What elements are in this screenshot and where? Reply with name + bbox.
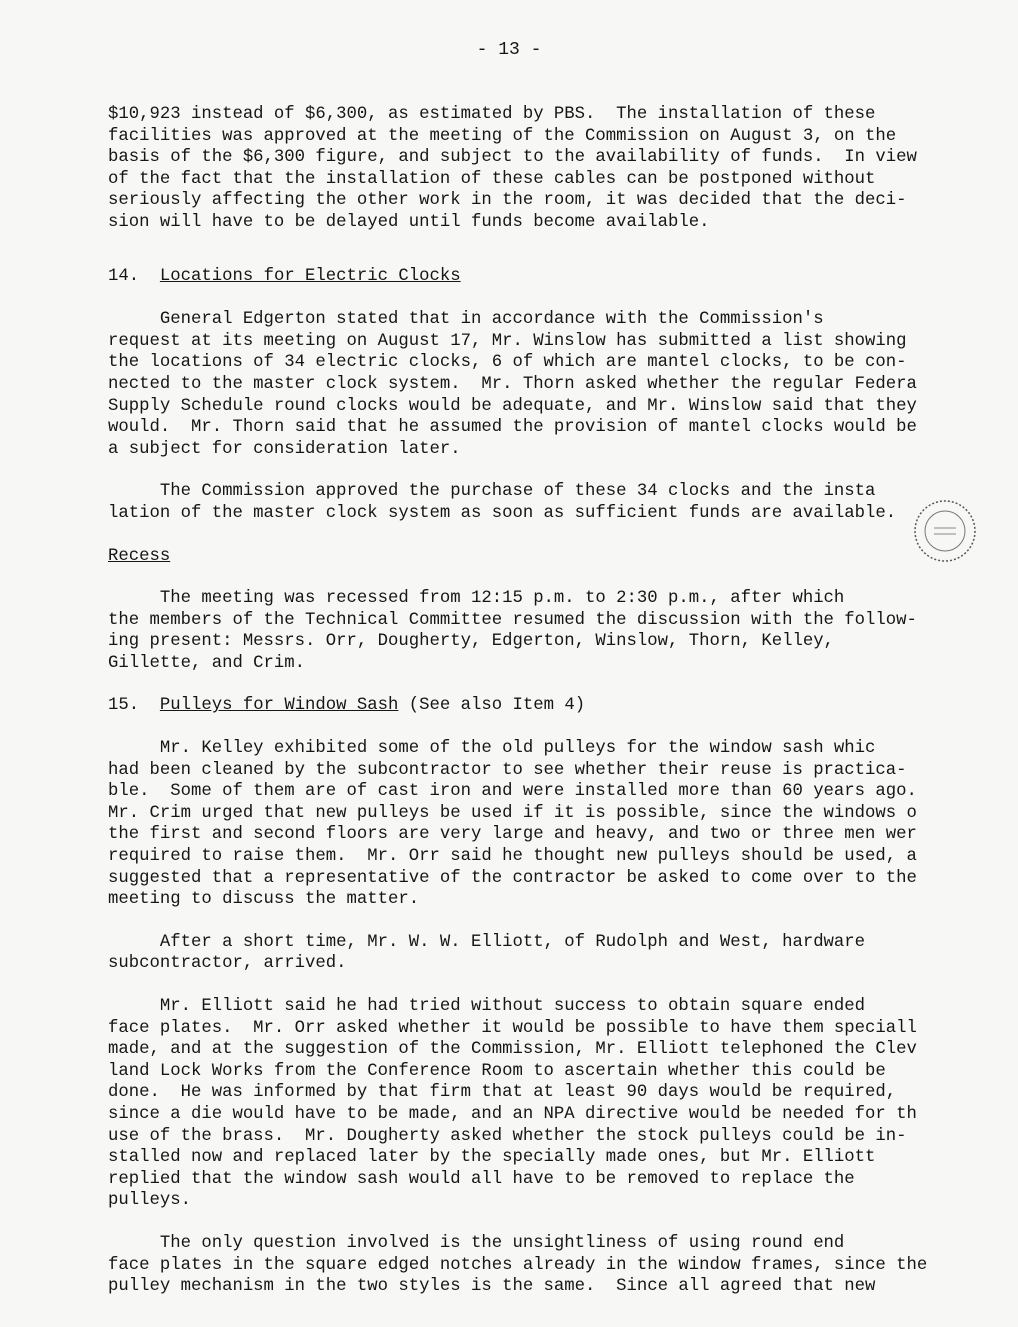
text-line: the locations of 34 electric clocks, 6 of which are mantel clocks, to be con- bbox=[108, 353, 907, 373]
section-heading-item-14 bbox=[108, 266, 950, 288]
text-line: ing present: Messrs. Orr, Dougherty, Edgerton, Winslow, Thorn, Kelley, bbox=[108, 632, 834, 652]
text-line: had been cleaned by the subcontractor to see whether their reuse is practica- bbox=[108, 760, 907, 780]
text-line: face plates in the square edged notches already in the window frames, since the bbox=[108, 1255, 928, 1275]
item-number: 14. bbox=[108, 266, 140, 286]
text-line: made, and at the suggestion of the Commission, Mr. Elliott telephoned the Clev bbox=[108, 1040, 917, 1060]
text-line: nected to the master clock system. Mr. Thorn asked whether the regular Federa bbox=[108, 374, 917, 394]
text-line: request at its meeting on August 17, Mr. Winslow has submitted a list showing bbox=[108, 331, 907, 351]
text-line: the first and second floors are very large and heavy, and two or three men wer bbox=[108, 825, 917, 845]
item-title: Locations for Electric Clocks bbox=[159, 266, 461, 286]
recess-title: Recess bbox=[108, 546, 171, 566]
text-line: use of the brass. Mr. Dougherty asked whether the stock pulleys could be in- bbox=[108, 1126, 907, 1146]
paragraph-15b bbox=[108, 932, 950, 975]
text-line: meeting to discuss the matter. bbox=[108, 890, 420, 910]
library-stamp-icon bbox=[912, 498, 978, 564]
text-line: subcontractor, arrived. bbox=[108, 954, 347, 974]
text-line: required to raise them. Mr. Orr said he thought new pulleys should be used, a bbox=[108, 847, 917, 867]
text-line: Supply Schedule round clocks would be adequate, and Mr. Winslow said that they bbox=[108, 396, 917, 416]
text-line: would. Mr. Thorn said that he assumed the provision of mantel clocks would be bbox=[108, 418, 917, 438]
text-line: After a short time, Mr. W. W. Elliott, of Rudolph and West, hardware bbox=[108, 932, 866, 952]
paragraph-intro bbox=[108, 104, 950, 234]
item-title: Pulleys for Window Sash bbox=[159, 696, 399, 716]
text-line: sion will have to be delayed until funds become available. bbox=[108, 212, 710, 232]
text-line: pulley mechanism in the two styles is the same. Since all agreed that new bbox=[108, 1277, 876, 1297]
page-number: - 13 - bbox=[476, 40, 542, 60]
text-line: replied that the window sash would all have to be removed to replace the bbox=[108, 1169, 855, 1189]
text-line: land Lock Works from the Conference Room to ascertain whether this could be bbox=[108, 1061, 886, 1081]
text-line: done. He was informed by that firm that at least 90 days would be required, bbox=[108, 1083, 897, 1103]
text-line: Mr. Elliott said he had tried without success to obtain square ended bbox=[108, 997, 866, 1016]
paragraph-14b bbox=[108, 481, 950, 524]
text-line: facilities was approved at the meeting of the Commission on August 3, on the bbox=[108, 126, 897, 146]
section-heading-item-15 bbox=[108, 695, 950, 717]
text-line: a subject for consideration later. bbox=[108, 439, 461, 459]
text-line: the members of the Technical Committee resumed the discussion with the follow- bbox=[108, 610, 917, 630]
text-line: The only question involved is the unsightliness of using round end bbox=[108, 1233, 845, 1253]
text-line: stalled now and replaced later by the specially made ones, but Mr. Elliott bbox=[108, 1148, 876, 1168]
text-line: General Edgerton stated that in accordance with the Commission's bbox=[108, 310, 824, 330]
text-line: face plates. Mr. Orr asked whether it would be possible to have them speciall bbox=[108, 1018, 917, 1038]
text-line: The meeting was recessed from 12:15 p.m. to 2:30 p.m., after which bbox=[108, 589, 845, 609]
text-line: $10,923 instead of $6,300, as estimated by PBS. The installation of these bbox=[108, 105, 876, 124]
text-line: pulleys. bbox=[108, 1191, 191, 1211]
item-note: (See also Item 4) bbox=[398, 696, 586, 716]
text-line: suggested that a representative of the contractor be asked to come over to the bbox=[108, 868, 917, 888]
paragraph-15c bbox=[108, 996, 950, 1212]
text-line: basis of the $6,300 figure, and subject to the availability of funds. In view bbox=[108, 148, 917, 168]
paragraph-15a bbox=[108, 738, 950, 911]
item-number: 15. bbox=[108, 696, 140, 716]
text-line: The Commission approved the purchase of these 34 clocks and the insta bbox=[108, 482, 876, 502]
text-line: Mr. Crim urged that new pulleys be used if it is possible, since the windows o bbox=[108, 803, 917, 823]
paragraph-recess bbox=[108, 588, 950, 674]
text-line: seriously affecting the other work in the room, it was decided that the deci- bbox=[108, 191, 907, 211]
text-line: Gillette, and Crim. bbox=[108, 653, 306, 673]
text-line: ble. Some of them are of cast iron and were installed more than 60 years ago. bbox=[108, 782, 917, 802]
paragraph-15d bbox=[108, 1233, 950, 1298]
paragraph-14a bbox=[108, 309, 950, 460]
text-line: Mr. Kelley exhibited some of the old pulleys for the window sash whic bbox=[108, 739, 876, 759]
text-line: of the fact that the installation of these cables can be postponed without bbox=[108, 169, 876, 189]
section-heading-recess bbox=[108, 546, 950, 568]
document-body bbox=[108, 104, 950, 1298]
text-line: since a die would have to be made, and an NPA directive would be needed for th bbox=[108, 1104, 917, 1124]
text-line: lation of the master clock system as soon as sufficient funds are available. bbox=[108, 503, 897, 523]
